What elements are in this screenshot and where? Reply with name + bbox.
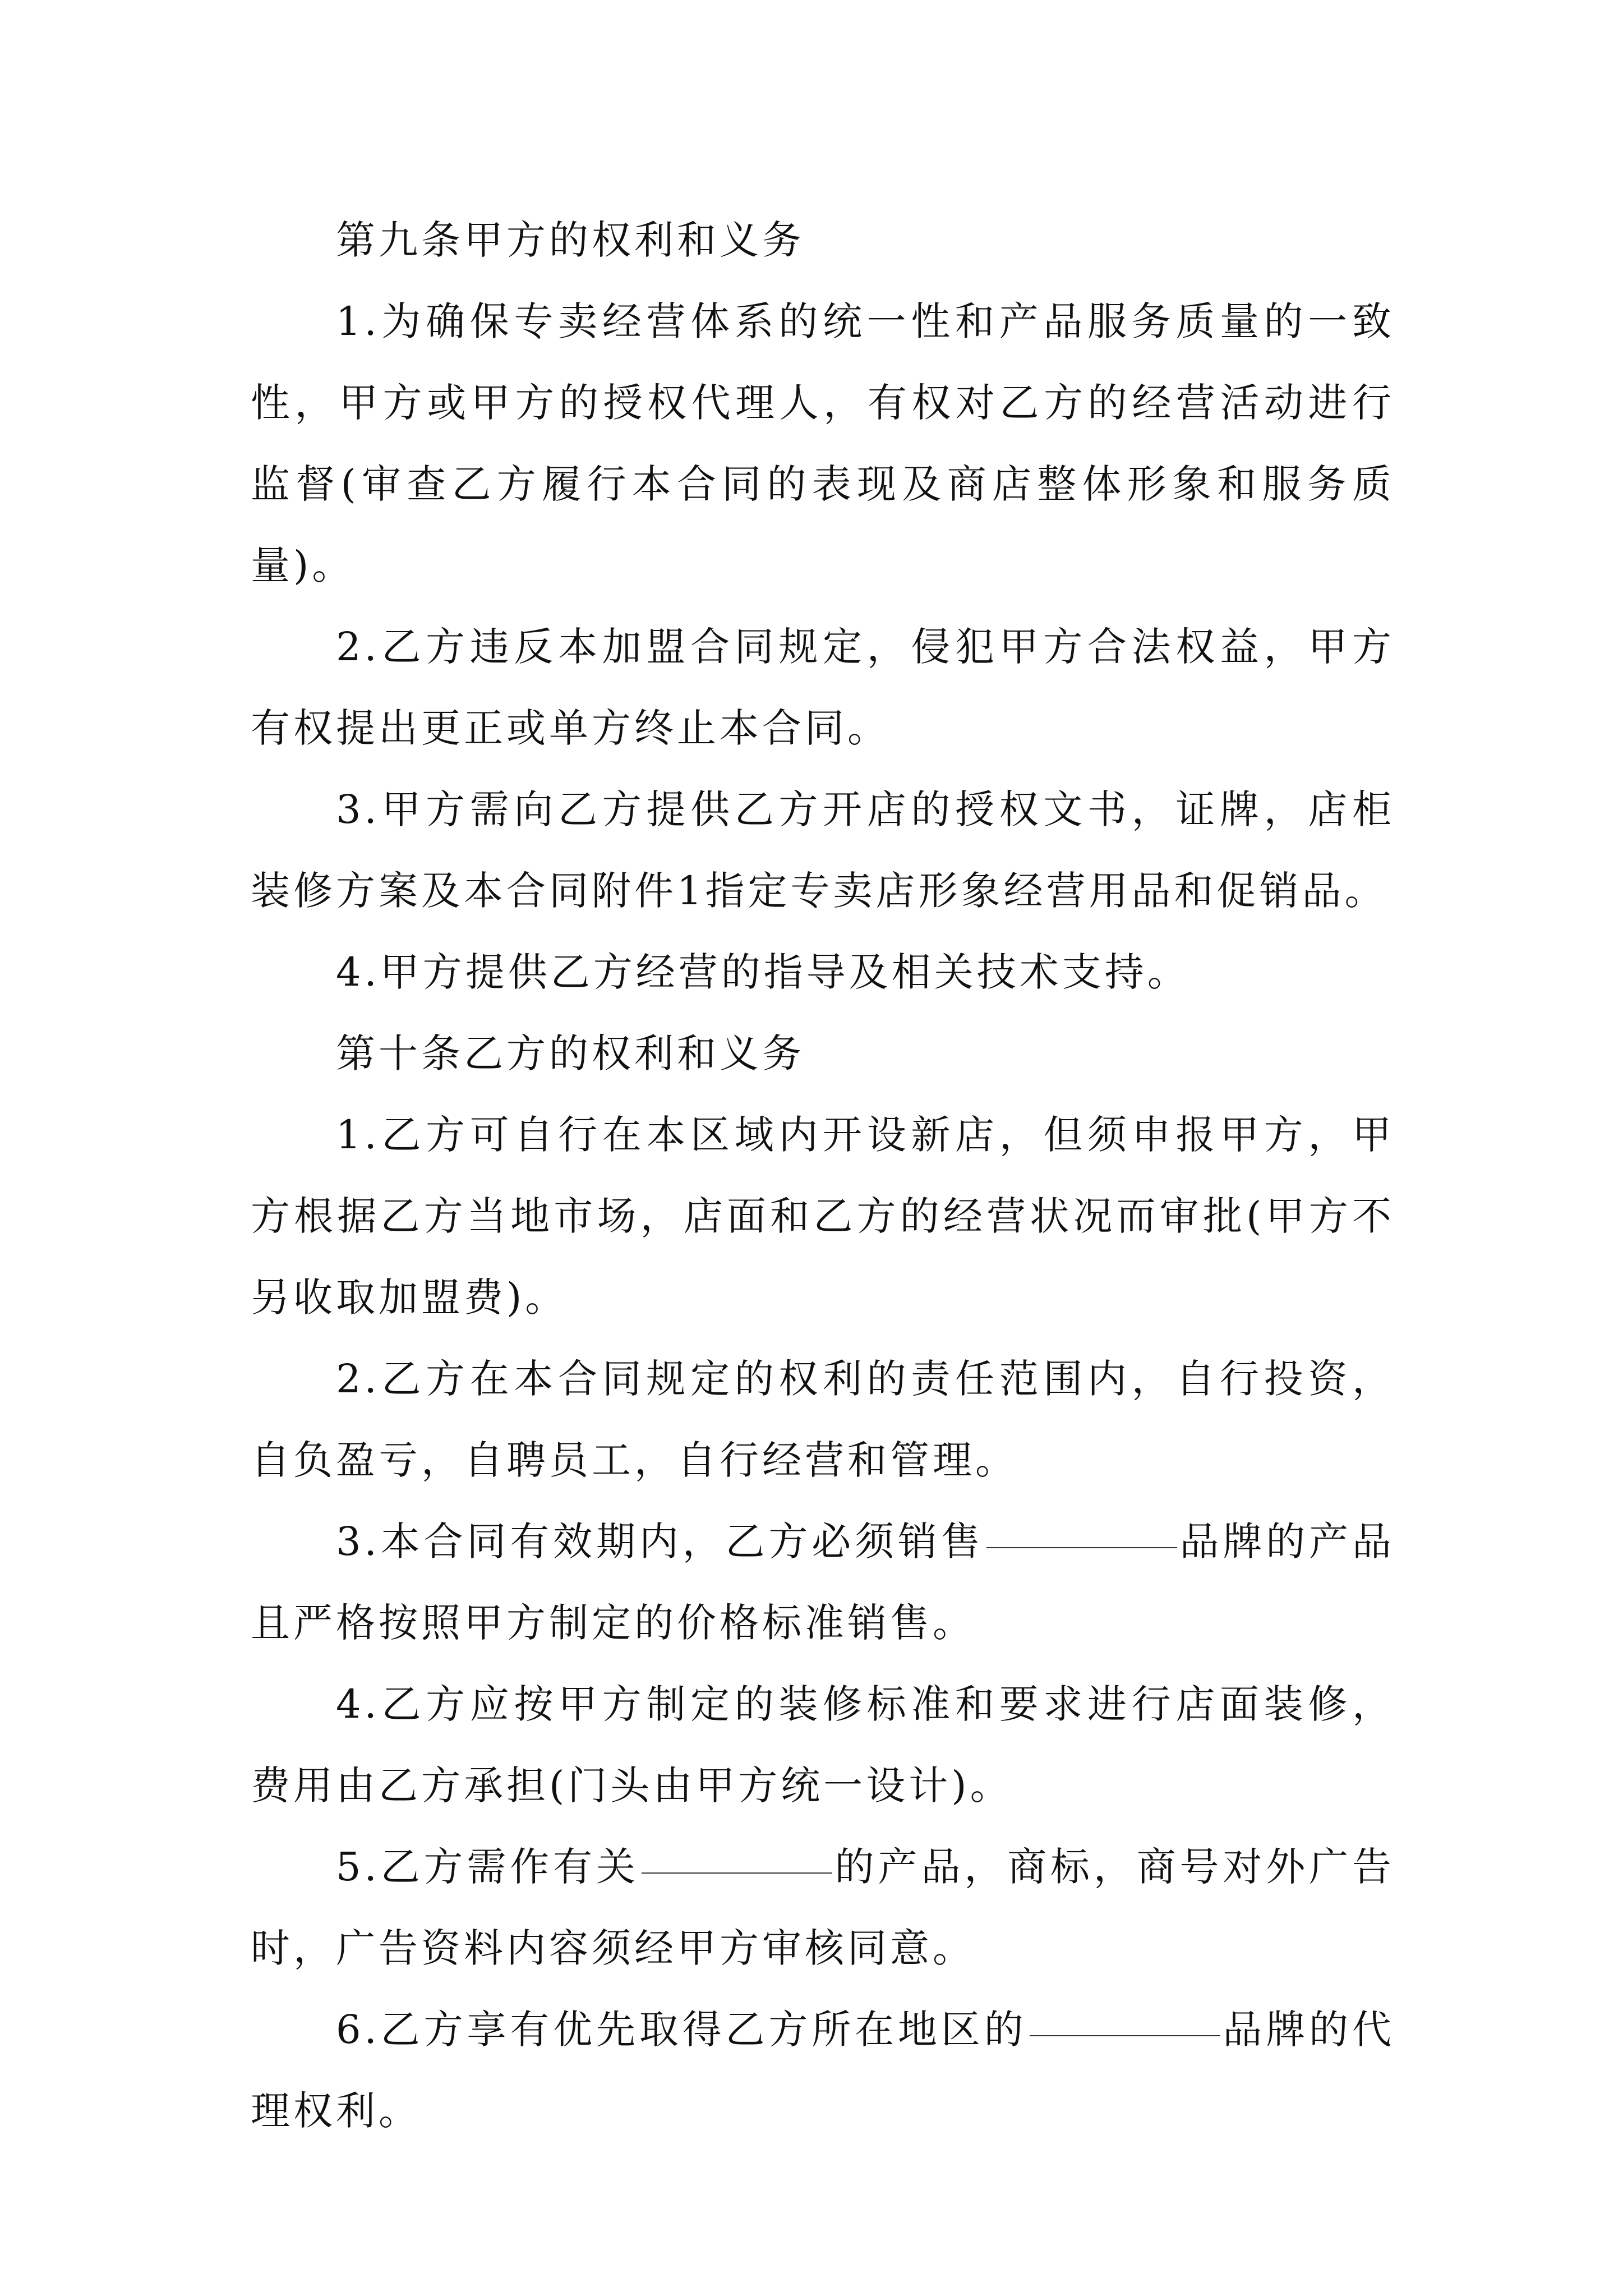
article-10-clause-3 xyxy=(251,1501,1395,1664)
article-9-clause-3: 3.甲方需向乙方提供乙方开店的授权文书，证牌，店柜装修方案及本合同附件1指定专卖店形象经营用品和促销品。 xyxy=(251,786,1395,914)
clause-text: 6.乙方享有优先取得乙方所在地区的 xyxy=(336,2007,1027,2053)
article-10-clause-1: 1.乙方可自行在本区域内开设新店，但须申报甲方，甲方根据乙方当地市场，店面和乙方的经营状况而审批(甲方不另收取加盟费)。 xyxy=(251,1112,1395,1320)
article-9-clause-1: 1.为确保专卖经营体系的统一性和产品服务质量的一致性，甲方或甲方的授权代理人，有权对乙方的经营活动进行监督(审查乙方履行本合同的表现及商店整体形象和服务质量)。 xyxy=(251,298,1395,588)
article-9-heading: 第九条甲方的权利和义务 xyxy=(336,217,805,263)
document-body xyxy=(251,200,1395,2152)
clause-text: 品牌的代理权利。 xyxy=(251,2007,1395,2134)
fill-in-blank xyxy=(1030,2035,1220,2036)
fill-in-blank xyxy=(986,1547,1177,1548)
clause-text: 的产品，商标，商号对外广告时，广告资料内容须经甲方审核同意。 xyxy=(251,1844,1395,1971)
article-10-heading: 第十条乙方的权利和义务 xyxy=(336,1030,805,1076)
clause-text: 3.本合同有效期内，乙方必须销售 xyxy=(336,1519,984,1565)
article-10-clause-4: 4.乙方应按甲方制定的装修标准和要求进行店面装修，费用由乙方承担(门头由甲方统一设计)。 xyxy=(251,1681,1395,1809)
article-9-clause-4: 4.甲方提供乙方经营的指导及相关技术支持。 xyxy=(336,949,1190,995)
clause-text: 5.乙方需作有关 xyxy=(336,1844,639,1890)
article-10-clause-6 xyxy=(251,1989,1395,2152)
article-10-clause-5 xyxy=(251,1826,1395,1989)
article-9-clause-2: 2.乙方违反本加盟合同规定，侵犯甲方合法权益，甲方有权提出更正或单方终止本合同。 xyxy=(251,624,1395,751)
fill-in-blank xyxy=(642,1872,832,1874)
article-10-clause-2: 2.乙方在本合同规定的权利的责任范围内，自行投资，自负盈亏，自聘员工，自行经营和管理。 xyxy=(251,1356,1395,1483)
clause-text: 品牌的产品且严格按照甲方制定的价格标准销售。 xyxy=(251,1519,1395,1646)
